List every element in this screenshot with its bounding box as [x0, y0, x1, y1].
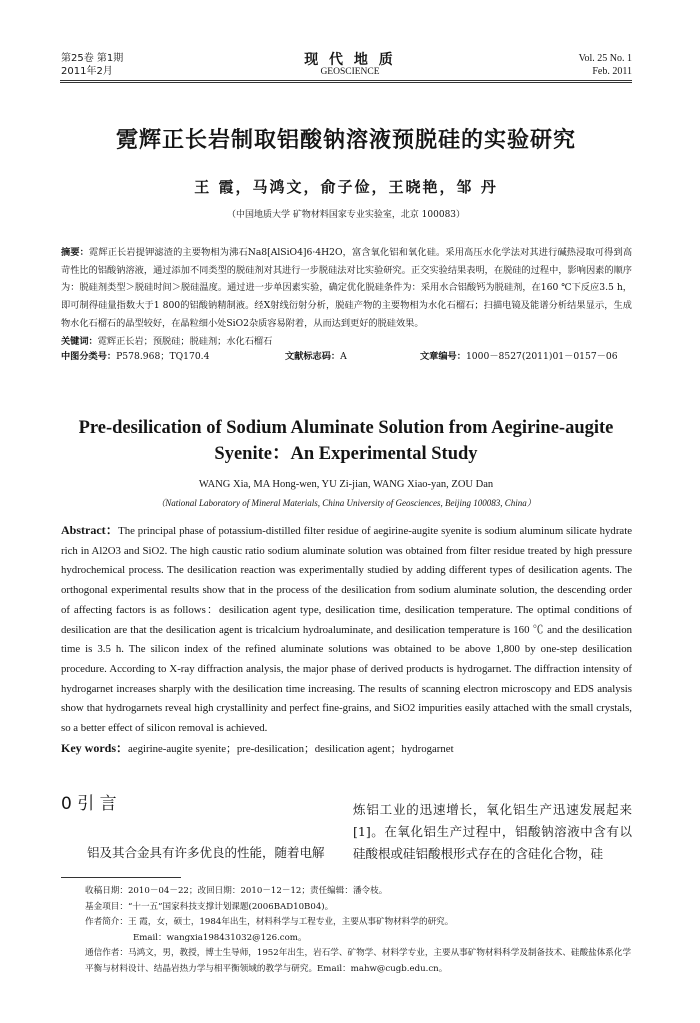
cn-class-block	[61, 348, 209, 362]
en-affiliation: （National Laboratory of Mineral Materials, China University of Geosciences, Beijing 100083, China）	[156, 498, 536, 508]
footnote-email: Email：wangxia198431032@126.com。	[133, 932, 307, 943]
cn-authors: 王 霞，马鸿文，俞子俭，王晓艳，邹 丹	[194, 178, 498, 196]
header-rule	[60, 80, 632, 81]
cn-abstract	[61, 244, 632, 350]
footnotes	[85, 884, 632, 977]
en-abstract-label: Abstract：	[61, 523, 119, 537]
footnote-fund: 基金项目：“十一五”国家科技支撑计划课题(2006BAD10B04)。	[85, 901, 334, 912]
header-date-cn: 2011年2月	[61, 66, 113, 77]
cn-abstract-label: 摘要：	[61, 247, 90, 258]
cn-title: 霓辉正长岩制取铝酸钠溶液预脱硅的实验研究	[115, 128, 576, 153]
en-keywords-label: Key words：	[61, 740, 128, 755]
intro-heading: 0 引 言	[61, 794, 117, 814]
footnote-author-bio: 作者简介：王 霞，女，硕士，1984年出生，材料科学与工程专业，主要从事矿物材料学的研究。	[85, 917, 454, 927]
header-vol-issue-cn: 第25卷 第1期	[61, 53, 124, 64]
cn-affiliation: （中国地质大学 矿物材料国家专业实验室，北京 100083）	[226, 210, 466, 220]
header-rule-thin	[60, 82, 632, 83]
cn-doc-text: A	[340, 351, 347, 362]
cn-class-text: P578.968；TQ170.4	[116, 351, 210, 362]
en-title-line1: Pre-desilication of Sodium Aluminate Solution from Aegirine-augite	[78, 418, 614, 438]
en-abstract-text: The principal phase of potassium-distilled filter residue of aegirine-augite syenite is sodium aluminum silicate hydrate rich in Al2O3 and SiO2. The high caustic ratio sodium aluminate solution was obtained from filter residue treated by high pressure hydrochemical process. The desilication reaction was experimentally studied by adding different types of desilication agents. The orthogonal experimental results show that in the process of the desilication from sodium aluminate solution, the descending order of affecting factors is as follows：desilication agent type, desilication time, desilication temperature. The optimal conditions of desilication are that the desilication agent is tricalcium hydroaluminate, and desilication temperature is 160 ℃ and the desilication time is 3.5 h. The silicon index of the refined aluminate solutions was obtained to be above 1,800 by one-step desilication procedure. According to X-ray diffraction analysis, the major phase of derived products is hydrogarnet. The diffraction intensity of hydrogarnet increases sharply with the desilication time increasing. The results of scanning electron microscopy and EDS analysis show that hydrogarnets reveal high crystallinity and perfect fine-grains, and SiO2 impurities easily attached with the small crystals, so a better effect of silicon removal is achieved.	[61, 525, 632, 735]
en-title-line2: Syenite：An Experimental Study	[214, 444, 478, 464]
header-journal-cn: 现 代 地 质	[304, 52, 396, 68]
cn-abstract-text: 霓辉正长岩提钾滤渣的主要物相为沸石Na8[AlSiO4]6·4H2O，富含氧化铝和氧化硅。采用高压水化学法对其进行碱热浸取可得到高苛性比的铝酸钠溶液，通过添加不同类型的脱硅剂对其进行一步脱硅法对比实验研究。正交实验结果表明，在脱硅的过程中，影响因素的顺序为：脱硅剂类型＞脱硅时间＞脱硅温度。通过进一步单因素实验，确定优化脱硅条件为：采用水合铝酸钙为脱硅剂，在160 ℃下反应3.5 h，即可制得硅量指数大于1 800的铝酸钠精制液。经X射线衍射分析，脱硅产物的主要物相为水化石榴石；扫描电镜及能谱分析结果显示，生成物水化石榴石的晶型较好，在晶粒细小处SiO2杂质容易附着，从而达到更好的脱硅效果。	[61, 247, 633, 329]
cn-article-label: 文章编号：	[420, 351, 466, 362]
en-title	[60, 415, 632, 467]
cn-keywords-text: 霓辉正长岩；预脱硅；脱硅剂；水化石榴石	[97, 335, 273, 347]
footnote-corresponding: 通信作者：马鸿文，男，教授，博士生导师，1952年出生，岩石学、矿物学、材料学专业，主要从事矿物材料科学及制备技术、硅酸盐体系化学平衡与材料设计、结晶岩热力学与相平衡领域的教学与研究。Email：mahw@cugb.edu.cn。	[85, 948, 632, 974]
cn-article-text: 1000－8527(2011)01－0157－06	[465, 351, 618, 362]
cn-article-block	[420, 348, 618, 362]
en-abstract	[61, 521, 632, 759]
header-date-en: Feb. 2011	[592, 66, 632, 77]
cn-doc-block	[285, 348, 347, 362]
intro-right-column: 炼铝工业的迅速增长，氧化铝生产迅速发展起来[1]。在氧化铝生产过程中，铝酸钠溶液中含有以硅酸根或硅铝酸根形式存在的含硅化合物，硅	[353, 802, 632, 861]
footnote-rule	[61, 877, 181, 878]
en-authors: WANG Xia, MA Hong-wen, YU Zi-jian, WANG Xiao-yan, ZOU Dan	[198, 479, 494, 490]
cn-doc-label: 文献标志码：	[285, 351, 341, 362]
en-keywords-text: aegirine-augite syenite；pre-desilication；desilication agent；hydrogarnet	[128, 742, 454, 755]
header-journal-en: GEOSCIENCE	[320, 67, 380, 77]
footnote-received: 收稿日期：2010－04－22；改回日期：2010－12－12；责任编辑：潘令枝。	[85, 886, 388, 896]
header-vol-issue-en: Vol. 25 No. 1	[578, 53, 632, 64]
cn-class-label: 中图分类号：	[61, 351, 117, 362]
cn-keywords-label: 关键词：	[61, 335, 98, 347]
intro-left-column: 铝及其合金具有许多优良的性能，随着电解	[87, 845, 325, 860]
